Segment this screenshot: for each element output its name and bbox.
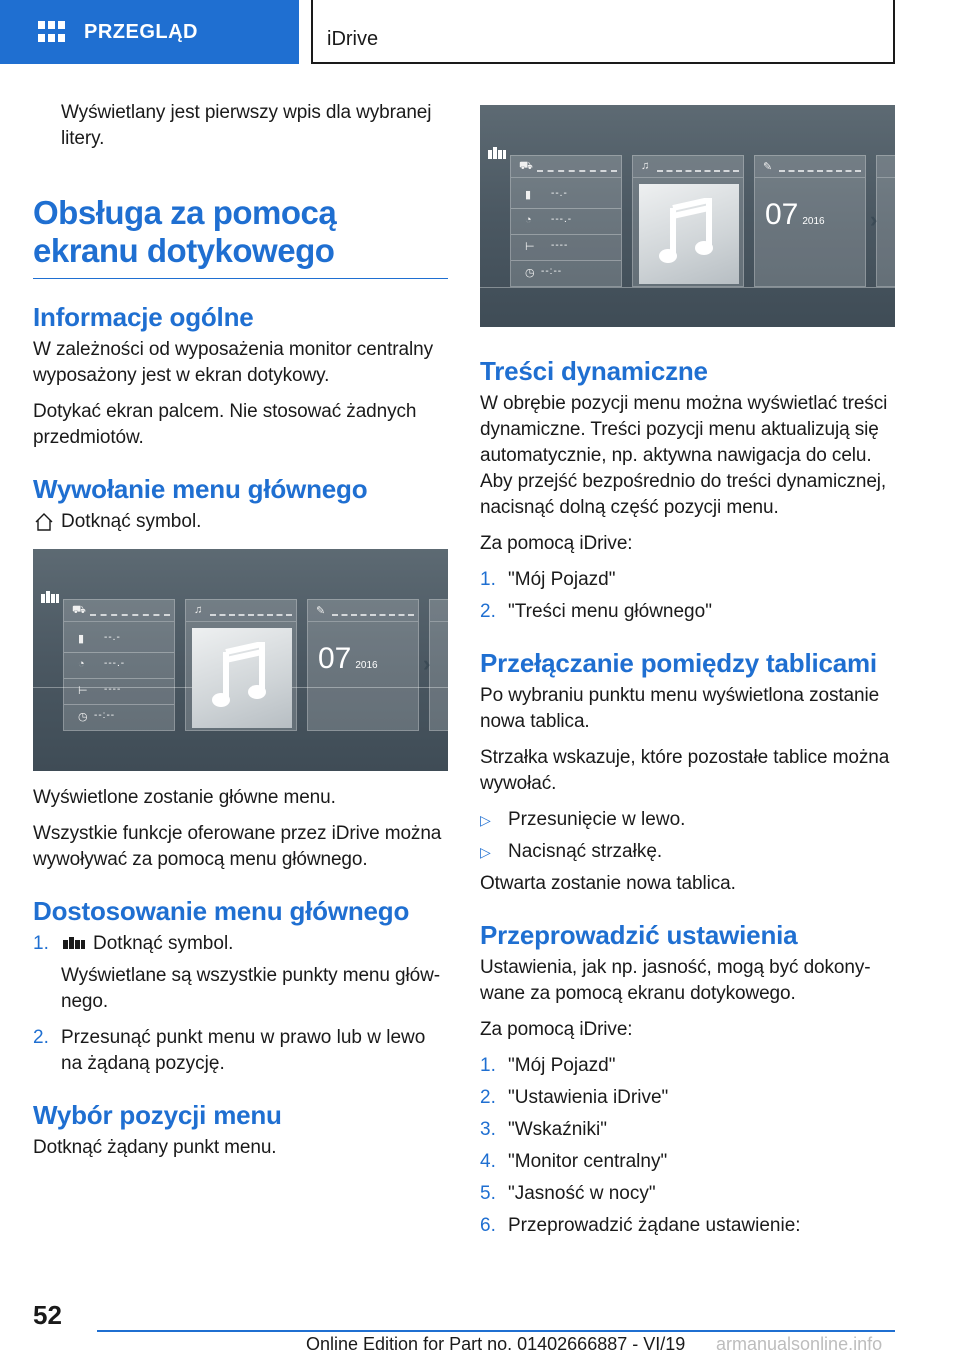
call-menu-text: Dotknąć symbol. [61,511,202,532]
all-apps-icon [41,591,59,605]
right-column [480,105,895,1245]
list-item: 2. "Ustawienia iDrive" [480,1087,669,1108]
switch-bullets [480,807,895,865]
after-image-paragraph-1: Wyświetlone zostanie główne menu. [33,787,336,808]
header-tab-label: PRZEGLĄD [84,20,198,43]
date-year: 2016 [355,660,378,671]
grid-menu-icon [38,21,66,43]
music-note-large-icon [659,198,719,268]
subheading-select-menu-item: Wybór pozycji menu [33,1100,282,1130]
calendar-card [307,599,419,731]
list-item: ▷ Przesunięcie w lewo. [480,807,895,833]
subheading-general: Informacje ogólne [33,302,254,332]
my-vehicle-card: ⛟ ▮ --.- ◔ ---.- ⊢ ---- ◷ --:-- [63,599,175,731]
section-heading-touchscreen: Obsługa za pomocą ekranu dotykowego [33,194,448,279]
switch-paragraph-2: Strzałka wskazuje, które pozostałe tablice można wywołać. [480,747,890,794]
subheading-settings: Przeprowadzić ustawienia [480,920,798,950]
chevron-right-icon: › [870,207,878,232]
subheading-call-main-menu: Wywołanie menu głównego [33,474,368,504]
car-icon: ⛟ [519,160,533,172]
settings-via: Za pomocą iDrive: [480,1019,633,1040]
general-paragraph-2: Dotykać ekran palcem. Nie stosować żadnych przedmiotów. [33,401,417,448]
partial-card [876,155,895,287]
header-section-title: iDrive [311,0,895,64]
home-icon [33,509,55,535]
partial-card [429,599,448,731]
calendar-card [754,155,866,287]
left-column [33,100,448,1171]
triangle-bullet-icon: ▷ [480,812,491,828]
all-apps-icon [488,147,506,161]
switch-paragraph-1: Po wybraniu punktu menu wyświetlona zostanie nowa tablica. [480,685,880,732]
customize-steps [33,931,448,957]
dynamic-via: Za pomocą iDrive: [480,533,633,554]
list-item: 6. Przeprowadzić żądane ustawienie: [480,1215,801,1236]
header-tab-overview[interactable] [0,0,299,64]
car-icon: ⛟ [72,604,86,616]
main-menu-screen-image [33,549,448,771]
list-item: ▷ Nacisnąć strzałkę. [480,839,895,865]
settings-steps [480,1053,895,1239]
music-note-large-icon [212,642,272,712]
intro-paragraph: Wyświetlany jest pierwszy wpis dla wybranej litery. [61,102,432,149]
list-item: 1. "Mój Pojazd" [480,1055,616,1076]
call-menu-instruction [33,509,448,535]
date-day: 07 [765,198,799,231]
general-paragraph-1: W zależności od wyposażenia monitor centralny wyposażony jest w ekran dotykowy. [33,339,433,386]
media-card [632,155,744,287]
subheading-dynamic-content: Treści dynamiczne [480,356,708,386]
page-number: 52 [33,1300,62,1330]
list-item: 2. "Treści menu głównego" [480,601,712,622]
footer-divider [97,1330,895,1332]
list-item: 4. "Monitor centralny" [480,1151,668,1172]
subheading-switch-panels: Przełączanie pomiędzy tablicami [480,648,877,678]
customize-step-1-sub: Wyświetlane są wszystkie punkty menu głów‐nego. [61,965,440,1012]
date-year: 2016 [802,216,825,227]
switch-paragraph-3: Otwarta zostanie nowa tablica. [480,873,736,894]
all-apps-small-icon [63,937,85,949]
dynamic-content-screen-image [480,105,895,327]
chevron-right-icon: › [423,651,431,676]
dynamic-paragraph: W obrębie pozycji menu można wyświetlać treści dynamiczne. Treści pozycji menu aktualizują się automatycznie, np. aktywna nawigacja do celu. Aby przejść bezpośrednio do treści dynamicznej, nacisnąć dolną część pozycji menu. [480,393,888,518]
tool-icon: ✎ [316,605,326,617]
subheading-customize-menu: Dostosowanie menu głównego [33,896,410,926]
list-item: 2. Przesunąć punkt menu w prawo lub w lewo na żądaną pozycję. [33,1027,426,1074]
my-vehicle-card: ⛟ ▮ --.- ◔ ---.- ⊢ ---- ◷ --:-- [510,155,622,287]
triangle-bullet-icon: ▷ [480,844,491,860]
list-item: 1. "Mój Pojazd" [480,569,616,590]
footer-edition: Online Edition for Part no. 01402666887 - VI/19 [306,1334,686,1354]
music-note-icon: ♫ [194,604,203,616]
music-note-icon: ♫ [641,160,650,172]
settings-paragraph: Ustawienia, jak np. jasność, mogą być dokony‐wane za pomocą ekranu dotykowego. [480,957,871,1004]
after-image-paragraph-2: Wszystkie funkcje oferowane przez iDrive można wywoływać za pomocą menu głównego. [33,823,442,870]
select-paragraph: Dotknąć żądany punkt menu. [33,1137,277,1158]
list-item: 3. "Wskaźniki" [480,1119,607,1140]
date-day: 07 [318,642,352,675]
list-item: 1. Dotknąć symbol. [33,933,234,954]
list-item: 5. "Jasność w nocy" [480,1183,656,1204]
tool-icon: ✎ [763,161,773,173]
media-card [185,599,297,731]
footer-watermark: armanualsonline.info [716,1334,883,1354]
dynamic-steps [480,567,895,625]
